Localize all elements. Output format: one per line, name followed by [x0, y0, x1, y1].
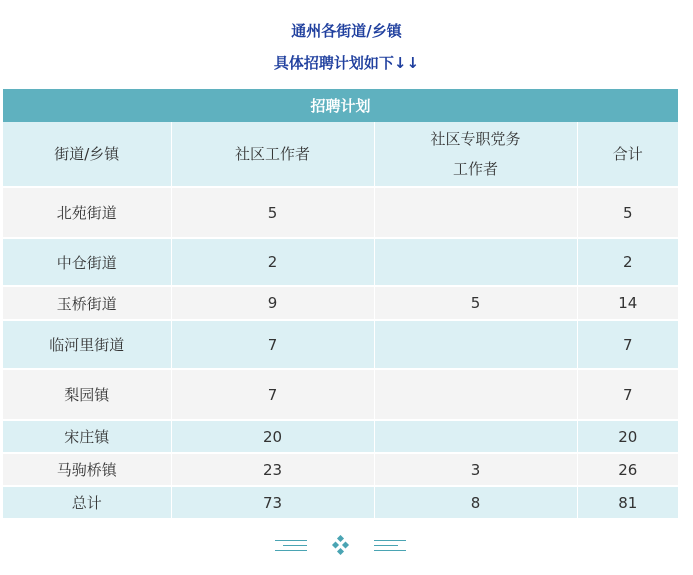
- column-header-party-workers-line1: 社区专职党务: [430, 130, 521, 148]
- cell-party-workers: 5: [374, 286, 577, 320]
- cell-party-workers: [374, 187, 577, 238]
- cell-community-workers: 5: [171, 187, 374, 238]
- cell-party-workers: [374, 420, 577, 453]
- table-row: [3, 369, 678, 420]
- cell-total: 81: [577, 486, 678, 519]
- table-title: 招聘计划: [3, 89, 678, 122]
- cell-community-workers: 7: [171, 369, 374, 420]
- diamond-cluster-icon: [330, 535, 352, 555]
- column-header-community-workers: 社区工作者: [171, 122, 374, 187]
- cell-party-workers: [374, 238, 577, 286]
- cell-area-name: 临河里街道: [3, 320, 171, 369]
- cell-area-name: 中仓街道: [3, 238, 171, 286]
- footer-ornament: [0, 535, 693, 555]
- cell-total: 7: [577, 369, 678, 420]
- cell-party-workers: 3: [374, 453, 577, 486]
- table-row: [3, 187, 678, 238]
- column-header-party-workers-line2: 工作者: [452, 160, 498, 178]
- cell-total: 2: [577, 238, 678, 286]
- page-heading-line2: 具体招聘计划如下↓↓: [273, 54, 420, 72]
- cell-party-workers: 8: [374, 486, 577, 519]
- cell-total: 14: [577, 286, 678, 320]
- cell-area-name: 玉桥街道: [3, 286, 171, 320]
- column-header-area: 街道/乡镇: [3, 122, 171, 187]
- column-header-party-workers: [374, 122, 577, 187]
- cell-community-workers: 73: [171, 486, 374, 519]
- table-row: [3, 453, 678, 486]
- table-row: [3, 320, 678, 369]
- cell-party-workers: [374, 320, 577, 369]
- cell-community-workers: 9: [171, 286, 374, 320]
- table-title-row: [3, 89, 678, 122]
- table-row: [3, 286, 678, 320]
- table-row: [3, 238, 678, 286]
- cell-area-name: 宋庄镇: [3, 420, 171, 453]
- cell-total: 20: [577, 420, 678, 453]
- cell-party-workers: [374, 369, 577, 420]
- cell-area-name: 梨园镇: [3, 369, 171, 420]
- cell-total: 7: [577, 320, 678, 369]
- recruitment-plan-table: [3, 89, 678, 520]
- page-heading-line1: 通州各街道/乡镇: [291, 22, 402, 40]
- cell-area-name: 总计: [3, 486, 171, 519]
- table-header-row: [3, 122, 678, 187]
- right-lines-decoration: [374, 537, 406, 553]
- table-row-total: [3, 486, 678, 519]
- cell-area-name: 马驹桥镇: [3, 453, 171, 486]
- cell-community-workers: 7: [171, 320, 374, 369]
- cell-community-workers: 20: [171, 420, 374, 453]
- cell-total: 26: [577, 453, 678, 486]
- cell-community-workers: 2: [171, 238, 374, 286]
- table-row: [3, 420, 678, 453]
- left-lines-decoration: [275, 537, 307, 553]
- cell-community-workers: 23: [171, 453, 374, 486]
- cell-area-name: 北苑街道: [3, 187, 171, 238]
- column-header-total: 合计: [577, 122, 678, 187]
- cell-total: 5: [577, 187, 678, 238]
